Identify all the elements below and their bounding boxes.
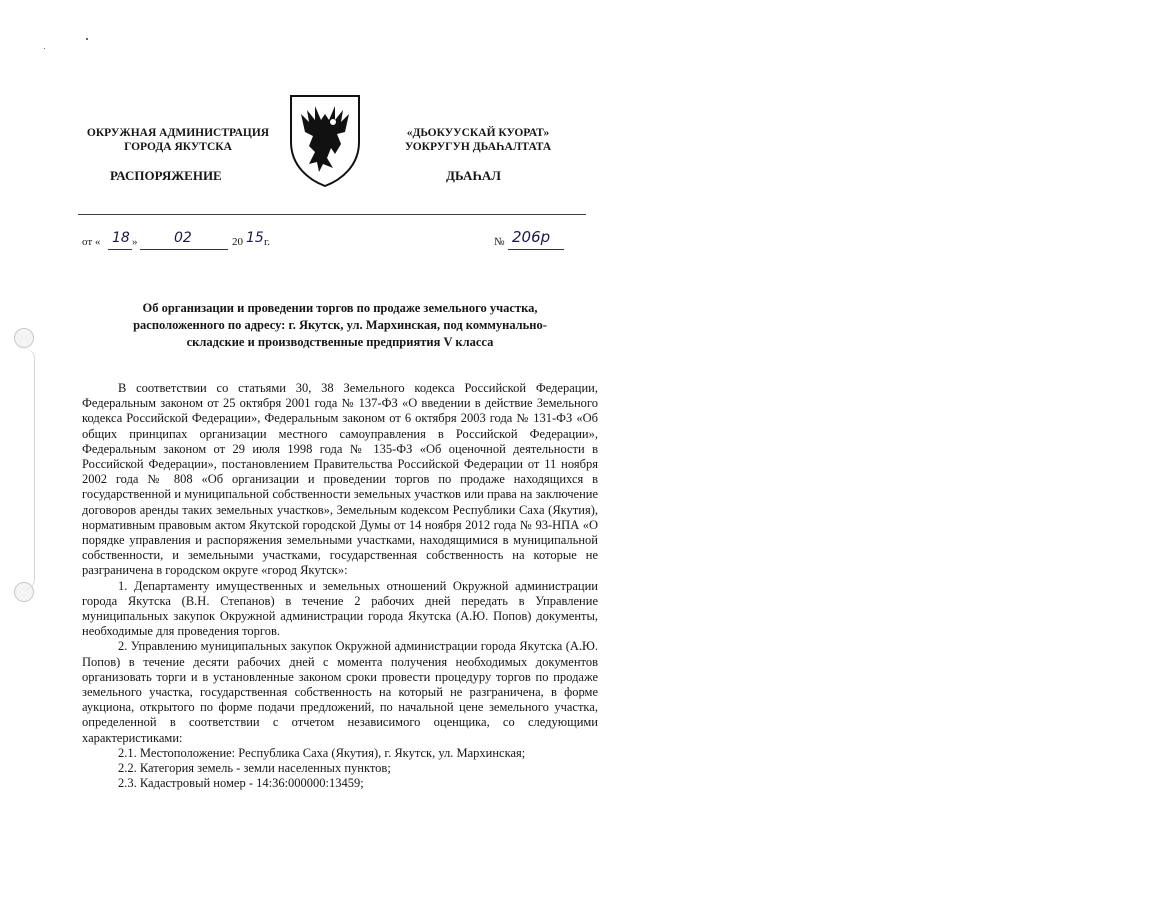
date-prefix: от «: [82, 236, 101, 248]
document-number: [494, 228, 594, 254]
subject-line-3: складские и производственные предприятия V класса: [186, 335, 494, 349]
subject-line-2: расположенного по адресу: г. Якутск, ул. Мархинская, под коммунально-: [133, 318, 547, 332]
issuer-line-2-sah: УОКРУГУН ДЬАҺАЛТАТА: [404, 141, 552, 153]
issuer-line-1-sah: «ДЬОКУУСКАЙ КУОРАТ»: [406, 127, 550, 139]
header-divider: [78, 214, 586, 215]
document-body: [82, 381, 598, 791]
date-day: 18: [112, 230, 130, 246]
clause-2-3: 2.3. Кадастровый номер - 14:36:000000:13459;: [118, 776, 364, 791]
issuer-line-2: ГОРОДА ЯКУТСКА: [124, 141, 232, 153]
clause-2-1: 2.1. Местоположение: Республика Саха (Якутия), г. Якутск, ул. Мархинская;: [118, 745, 526, 760]
subject-line-1: Об организации и проведении торгов по продаже земельного участка,: [142, 301, 538, 315]
date-mid: »: [132, 236, 138, 248]
scan-speck: [44, 48, 45, 49]
clause-1: 1. Департаменту имущественных и земельных отношений Окружной администрации города Якутска (В.Н. Степанов) в течение 2 рабочих дней передать в Управление муниципальных закупок Окружной администрации города Якутска (А.Ю. Попов) документы, необходимые для проведения торгов.: [82, 578, 598, 639]
issuer-line-1: ОКРУЖНАЯ АДМИНИСТРАЦИЯ: [86, 127, 270, 139]
preamble-paragraph: В соответствии со статьями 30, 38 Земельного кодекса Российской Федерации, Федеральным законом от 25 октября 2001 года № 137-ФЗ «О введении в действие Земельного кодекса Российской Федерации», Федеральным законом от 6 октября 2003 года № 131-ФЗ «Об общих принципах организации местного самоуправления в Российской Федерации», Федеральным законом от 29 июля 1998 года № 135-ФЗ «Об оценочной деятельности в Российской Федерации», постановлением Правительства Российской Федерации от 11 ноября 2002 года № 808 «Об организации и проведении торгов по продаже находящихся в государственной и муниципальной собственности земельных участков или права на заключение договоров аренды таких земельных участков», Земельным кодексом Республики Саха (Якутия), нормативным правовым актом Якутской городской Думы от 14 ноября 2012 года № 93-НПА «О порядке управления и распоряжения земельными участками, находящимися в муниципальной собственности, и земельными участками, государственная собственность на которые не разграничена в городском округе «город Якутск»:: [82, 381, 598, 578]
scan-speck: [86, 38, 88, 40]
date-suffix: г.: [264, 236, 271, 248]
issuer-name-ru: [80, 126, 276, 154]
punch-hole: [14, 328, 34, 348]
date-year: 15: [246, 230, 264, 246]
issuer-name-sah: [388, 126, 568, 154]
number-underline: [508, 249, 564, 250]
date-month: 02: [174, 230, 192, 246]
date-year-prefix: 20: [232, 236, 243, 248]
clause-2: 2. Управлению муниципальных закупок Окружной администрации города Якутска (А.Ю. Попов) в течение десяти рабочих дней с момента получения необходимых документов организовать торги и в установленные законом сроки провести процедуру торгов по продаже земельного участка, государственная собственность на который не разграничена, в форме аукциона, открытого по форме подачи предложений, по начальной цене земельного участка, определенной в соответствии с отчетом независимого оценщика, со следующими характеристиками:: [82, 639, 598, 745]
date-day-underline: [108, 249, 132, 250]
binding-string: [24, 348, 35, 590]
document-subject: [82, 300, 598, 351]
clause-2-2: 2.2. Категория земель - земли населенных пунктов;: [118, 761, 391, 776]
yakutsk-coat-of-arms-icon: [287, 92, 363, 188]
number-prefix: №: [494, 236, 505, 248]
document-date: [82, 230, 282, 252]
date-month-underline: [140, 249, 228, 250]
doc-type-ru: РАСПОРЯЖЕНИЕ: [110, 168, 222, 183]
doc-type-sah: ДЬАҺАЛ: [446, 168, 501, 183]
number-value: 206р: [512, 228, 551, 246]
